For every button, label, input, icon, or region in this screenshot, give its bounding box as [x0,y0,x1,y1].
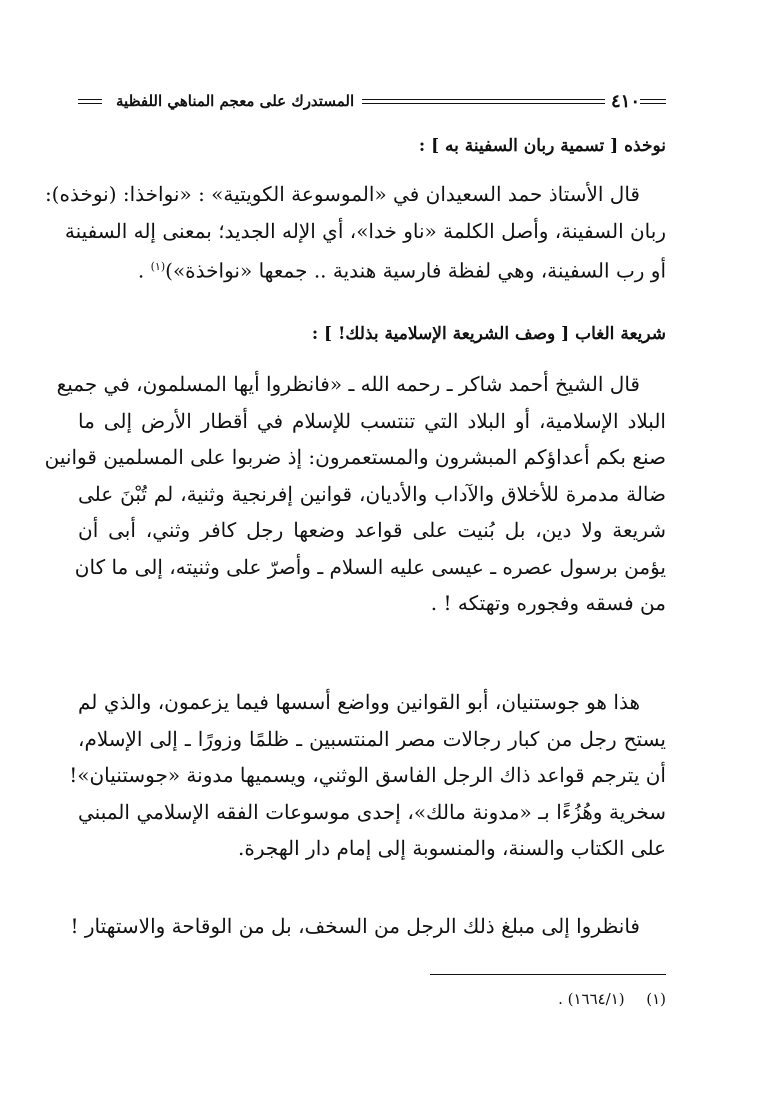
footnote-marker: (١) [150,260,166,273]
header-rule-left [78,99,102,104]
text-line: على الكتاب والسنة، والمنسوبة إلى إمام دار الهجرة. [238,836,666,860]
paragraph-shakir-quote [44,366,666,622]
text-line: يستح رجل من كبار رجالات مصر المنتسبين ـ ظلمًا وزورًا ـ إلى الإسلام، [78,726,666,751]
footnote-separator [430,974,666,975]
text-line: قال الأستاذ حمد السعيدان في «الموسوعة الكويتية» : «نواخذا: (نوخذه): [44,182,640,206]
entry-heading-sharia: شريعة الغاب [ وصف الشريعة الإسلامية بذلك! ] : [311,324,666,344]
text-line: هذا هو جوستنيان، أبو القوانين وواضع أسسها فيما يزعمون، والذي لم [78,690,640,714]
text-line: سخرية وهُزُءًا بـ «مدونة مالك»، إحدى موسوعات الفقه الإسلامي المبني [78,799,666,824]
text-line: شريعة ولا دين، بل بُنيت على قواعد وضعها رجل كافر وثني، أبى أن [78,518,666,542]
text-line-last [78,249,666,289]
text-line: قال الشيخ أحمد شاكر ـ رحمه الله ـ «فانظروا أيها المسلمون، في جميع [56,372,640,396]
text-line: أن يترجم قواعد ذاك الرجل الفاسق الوثني، ويسميها مدونة «جوستنيان»! [69,763,666,787]
text-line: أو رب السفينة، وهي لفظة فارسية هندية .. جمعها «نواخذة») [165,258,666,283]
header-rule-right [640,99,666,104]
footnote-number: (١) [646,990,666,1008]
footnote-text: (١٦٦٤/١) . [558,990,625,1008]
text-line: يؤمن برسول عصره ـ عيسى عليه السلام ـ وأصرّ على وثنيته، إلى ما كان [74,554,666,579]
running-header [78,88,666,114]
text-line-end: . [137,258,151,283]
text-line: فانظروا إلى مبلغ ذلك الرجل من السخف، بل من الوقاحة والاستهتار ! [70,914,640,938]
text-line: ربان السفينة، وأصل الكلمة «ناو خدا»، أي الإله الجديد؛ بمعنى إله السفينة [64,218,666,243]
text-line: البلاد الإسلامية، أو البلاد التي تنتسب للإسلام في أقطار الأرض إلى ما [78,408,666,433]
text-line: من فسقه وفجوره وتهتكه ! . [430,591,666,615]
paragraph-justinian [69,684,666,867]
paragraph-closing [70,908,666,945]
footnote [558,990,666,1008]
entry-heading-nokhadha: نوخذه [ تسمية ربان السفينة به ] : [418,136,666,156]
running-title: المستدرك على معجم المناهي اللفظية [116,92,355,110]
header-rule-middle [362,99,605,104]
paragraph-nokhadha [44,176,666,289]
text-line: ضالة مدمرة للأخلاق والآداب والأديان، قوانين إفرنجية وثنية، لم تُبْنَ على [78,481,666,506]
text-line: صنع بكم أعداؤكم المبشرون والمستعمرون: إذ ضربوا على المسلمين قوانين [44,445,666,469]
page-number: ٤١٠ [610,90,640,112]
